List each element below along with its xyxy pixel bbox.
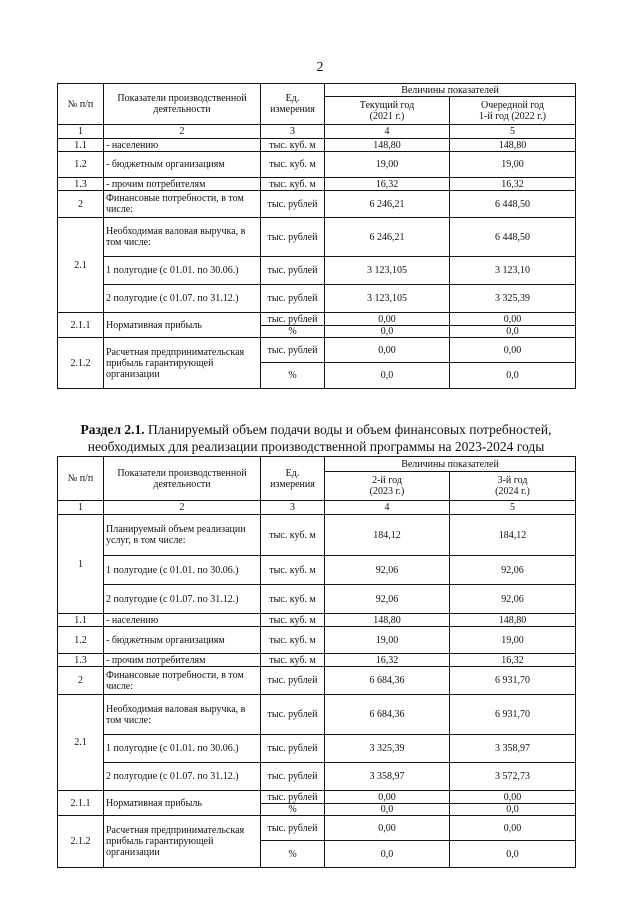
column-number: 3 — [261, 501, 325, 515]
row-num: 2 — [58, 191, 104, 218]
row-value-1: 0,0 — [325, 363, 450, 389]
row-num: 1.3 — [58, 178, 104, 191]
row-value-1: 148,80 — [325, 139, 450, 152]
row-value-2: 16,32 — [450, 654, 576, 667]
row-unit: тыс. рублей — [261, 791, 325, 804]
header-indicator: Показатели производственной деятельности — [104, 84, 261, 125]
column-number: 4 — [325, 501, 450, 515]
table-row — [58, 654, 576, 667]
row-value-1: 0,00 — [325, 338, 450, 363]
row-value-2: 0,0 — [450, 841, 576, 868]
table-row — [58, 735, 576, 763]
row-num: 1.2 — [58, 627, 104, 654]
table-row — [58, 218, 576, 257]
table-row — [58, 627, 576, 654]
header-row — [58, 84, 576, 97]
row-name: - населению — [104, 139, 261, 152]
row-value-1: 3 123,105 — [325, 257, 450, 285]
header-indicator: Показатели производственной деятельности — [104, 457, 261, 501]
row-num: 2.1.1 — [58, 791, 104, 816]
row-unit: % — [261, 363, 325, 389]
column-number: 4 — [325, 125, 450, 139]
row-unit: тыс. куб. м — [261, 614, 325, 627]
table-row — [58, 139, 576, 152]
row-value-2: 3 325,39 — [450, 285, 576, 313]
row-value-2: 148,80 — [450, 139, 576, 152]
column-number: 1 — [58, 125, 104, 139]
row-value-1: 19,00 — [325, 152, 450, 178]
row-value-1: 16,32 — [325, 178, 450, 191]
row-unit: % — [261, 804, 325, 816]
row-unit: тыс. куб. м — [261, 178, 325, 191]
row-unit: % — [261, 841, 325, 868]
row-value-1: 148,80 — [325, 614, 450, 627]
row-name: Планируемый объем реализации услуг, в том числе: — [104, 515, 261, 556]
row-unit: тыс. куб. м — [261, 515, 325, 556]
row-value-2: 92,06 — [450, 585, 576, 614]
row-unit: тыс. рублей — [261, 763, 325, 791]
row-value-1: 92,06 — [325, 556, 450, 585]
row-value-2: 0,00 — [450, 338, 576, 363]
row-value-1: 6 246,21 — [325, 191, 450, 218]
row-name: - бюджетным организациям — [104, 627, 261, 654]
table-row — [58, 791, 576, 804]
row-num: 2.1.2 — [58, 338, 104, 389]
table-row — [58, 667, 576, 695]
table-row — [58, 313, 576, 326]
row-name: - бюджетным организациям — [104, 152, 261, 178]
table-row — [58, 515, 576, 556]
row-value-2: 6 931,70 — [450, 695, 576, 735]
row-value-1: 0,00 — [325, 816, 450, 841]
row-name: - населению — [104, 614, 261, 627]
row-value-1: 6 246,21 — [325, 218, 450, 257]
row-unit: тыс. рублей — [261, 695, 325, 735]
row-name: Нормативная прибыль — [104, 791, 261, 816]
row-name: 2 полугодие (с 01.07. по 31.12.) — [104, 763, 261, 791]
row-unit: тыс. рублей — [261, 218, 325, 257]
header-unit: Ед. измерения — [261, 457, 325, 501]
table-row — [58, 695, 576, 735]
header-values: Величины показателей — [325, 84, 576, 97]
section-text: Планируемый объем подачи воды и объем финансовых потребностей, необходимых для реализации производственной программы на 2023-2024 годы — [87, 422, 552, 454]
row-num: 1.1 — [58, 139, 104, 152]
column-numbers-row — [58, 501, 576, 515]
page-number: 2 — [316, 60, 324, 75]
row-value-2: 6 448,50 — [450, 191, 576, 218]
row-name: Необходимая валовая выручка, в том числе: — [104, 695, 261, 735]
row-unit: тыс. рублей — [261, 338, 325, 363]
row-value-2: 3 123,10 — [450, 257, 576, 285]
row-value-2: 3 572,73 — [450, 763, 576, 791]
row-name: Необходимая валовая выручка, в том числе: — [104, 218, 261, 257]
row-unit: тыс. рублей — [261, 667, 325, 695]
row-unit: тыс. куб. м — [261, 152, 325, 178]
row-unit: тыс. рублей — [261, 313, 325, 326]
row-name: 1 полугодие (с 01.01. по 30.06.) — [104, 257, 261, 285]
row-value-2: 0,0 — [450, 804, 576, 816]
row-unit: тыс. рублей — [261, 816, 325, 841]
row-value-2: 0,0 — [450, 363, 576, 389]
row-name: Нормативная прибыль — [104, 313, 261, 338]
row-unit: тыс. куб. м — [261, 556, 325, 585]
row-value-1: 0,0 — [325, 326, 450, 338]
table-row — [58, 614, 576, 627]
row-value-2: 92,06 — [450, 556, 576, 585]
header-num: № п/п — [58, 84, 104, 125]
header-unit: Ед. измерения — [261, 84, 325, 125]
row-name: 2 полугодие (с 01.07. по 31.12.) — [104, 585, 261, 614]
table-2023-2024 — [57, 456, 576, 868]
row-unit: тыс. рублей — [261, 257, 325, 285]
header-col5: 3-й год (2024 г.) — [450, 472, 576, 501]
row-name: Расчетная предпринимательская прибыль гарантирующей организации — [104, 338, 261, 389]
table-row — [58, 178, 576, 191]
column-number: 5 — [450, 501, 576, 515]
header-col4: Текущий год (2021 г.) — [325, 97, 450, 125]
row-unit: тыс. куб. м — [261, 585, 325, 614]
header-col4: 2-й год (2023 г.) — [325, 472, 450, 501]
table-row — [58, 191, 576, 218]
row-num: 1.2 — [58, 152, 104, 178]
column-number: 5 — [450, 125, 576, 139]
header-num: № п/п — [58, 457, 104, 501]
row-name: 2 полугодие (с 01.07. по 31.12.) — [104, 285, 261, 313]
column-number: 2 — [104, 501, 261, 515]
row-num: 1.1 — [58, 614, 104, 627]
row-value-2: 0,0 — [450, 326, 576, 338]
row-value-1: 3 325,39 — [325, 735, 450, 763]
row-value-2: 184,12 — [450, 515, 576, 556]
row-unit: % — [261, 326, 325, 338]
row-value-2: 16,32 — [450, 178, 576, 191]
row-num: 2 — [58, 667, 104, 695]
header-values: Величины показателей — [325, 457, 576, 472]
row-unit: тыс. рублей — [261, 191, 325, 218]
column-number: 1 — [58, 501, 104, 515]
row-name: 1 полугодие (с 01.01. по 30.06.) — [104, 556, 261, 585]
row-value-1: 3 358,97 — [325, 763, 450, 791]
row-num: 2.1 — [58, 218, 104, 313]
row-value-2: 6 448,50 — [450, 218, 576, 257]
column-numbers-row — [58, 125, 576, 139]
column-number: 2 — [104, 125, 261, 139]
table-row — [58, 585, 576, 614]
row-unit: тыс. куб. м — [261, 654, 325, 667]
row-value-1: 0,00 — [325, 313, 450, 326]
row-num: 2.1.2 — [58, 816, 104, 868]
section-label: Раздел 2.1. — [80, 422, 145, 437]
header-row — [58, 457, 576, 472]
row-value-2: 19,00 — [450, 152, 576, 178]
table-row — [58, 285, 576, 313]
row-value-1: 92,06 — [325, 585, 450, 614]
row-value-1: 6 684,36 — [325, 695, 450, 735]
row-unit: тыс. рублей — [261, 735, 325, 763]
row-value-2: 0,00 — [450, 816, 576, 841]
row-name: - прочим потребителям — [104, 654, 261, 667]
row-num: 2.1 — [58, 695, 104, 791]
row-value-2: 148,80 — [450, 614, 576, 627]
column-number: 3 — [261, 125, 325, 139]
table-row — [58, 257, 576, 285]
row-value-2: 0,00 — [450, 313, 576, 326]
row-value-1: 19,00 — [325, 627, 450, 654]
row-num: 1.3 — [58, 654, 104, 667]
row-name: Финансовые потребности, в том числе: — [104, 191, 261, 218]
table-row — [58, 338, 576, 363]
row-value-1: 3 123,105 — [325, 285, 450, 313]
row-value-1: 0,00 — [325, 791, 450, 804]
row-name: - прочим потребителям — [104, 178, 261, 191]
row-value-2: 19,00 — [450, 627, 576, 654]
row-unit: тыс. рублей — [261, 285, 325, 313]
row-unit: тыс. куб. м — [261, 627, 325, 654]
row-value-1: 0,0 — [325, 804, 450, 816]
row-value-2: 6 931,70 — [450, 667, 576, 695]
table-row — [58, 556, 576, 585]
table-row — [58, 152, 576, 178]
row-value-1: 184,12 — [325, 515, 450, 556]
table-2021-2022 — [57, 83, 576, 389]
row-num: 1 — [58, 515, 104, 614]
row-name: Расчетная предпринимательская прибыль гарантирующей организации — [104, 816, 261, 868]
section-title — [57, 421, 575, 455]
row-value-1: 6 684,36 — [325, 667, 450, 695]
table-row — [58, 816, 576, 841]
table-row — [58, 763, 576, 791]
row-unit: тыс. куб. м — [261, 139, 325, 152]
row-value-1: 16,32 — [325, 654, 450, 667]
row-value-2: 3 358,97 — [450, 735, 576, 763]
row-num: 2.1.1 — [58, 313, 104, 338]
row-name: Финансовые потребности, в том числе: — [104, 667, 261, 695]
row-value-1: 0,0 — [325, 841, 450, 868]
row-name: 1 полугодие (с 01.01. по 30.06.) — [104, 735, 261, 763]
row-value-2: 0,00 — [450, 791, 576, 804]
header-col5: Очередной год 1-й год (2022 г.) — [450, 97, 576, 125]
